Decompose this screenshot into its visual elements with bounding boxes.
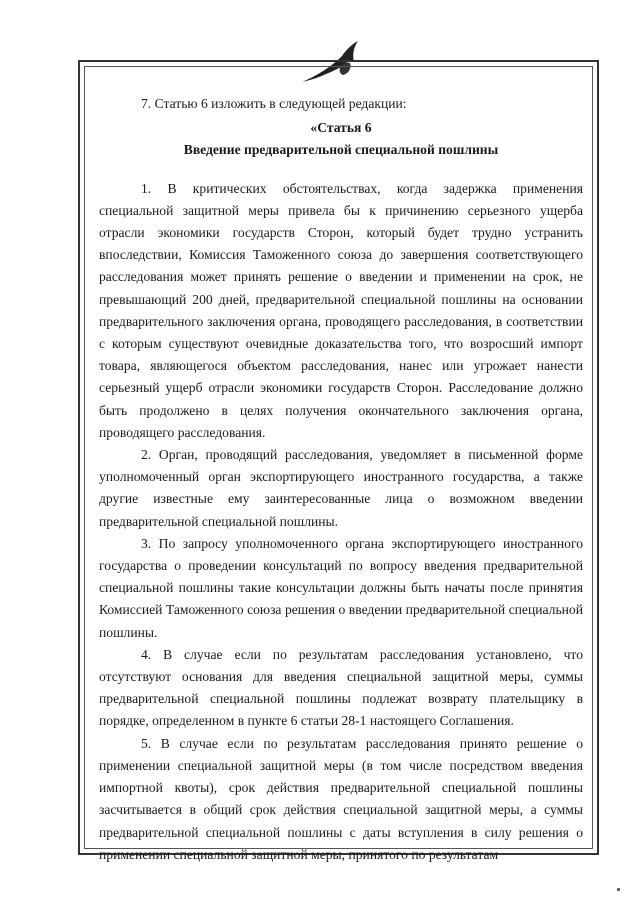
paragraph-2: 2. Орган, проводящий расследования, уведомляет в письменной форме уполномоченный орган экспортирующего иностранного государства, а также другие известные ему заинтересованные лица о возможном введении предварительной специальной пошлины. <box>99 447 583 529</box>
paragraph-1: 1. В критических обстоятельствах, когда задержка применения специальной защитной меры привела бы к причинению серьезного ущерба отрасли экономики государств Сторон, который будет трудно устранить впоследствии, Комиссия Таможенного союза до завершения соответствующего расследования может принять решение о введении и применении на срок, не превышающий 200 дней, предварительной специальной пошлины на основании предварительного заключения органа, проводящего расследования, в соответствии с которым существуют очевидные доказательства того, что возросший импорт товара, являющегося объектом расследования, нанес или угрожает нанести серьезный ущерб отрасли экономики государств Сторон. Расследование должно быть продолжено в целях получения окончательного заключения органа, проводящего расследования. <box>99 180 583 440</box>
article-title: «Статья 6 <box>310 120 372 136</box>
scan-mark <box>617 888 620 891</box>
paragraph-5: 5. В случае если по результатам расследования принято решение о применении специальной защитной меры (в том числе посредством введения импортной квоты), срок действия предварительной специальной пошлины засчитывается в общий срок действия специальной защитной меры, а суммы предварительной специальной пошлины с даты вступления в силу решения о применении специальной защитной меры, принятого по результатам <box>99 735 583 862</box>
paragraph-3: 3. По запросу уполномоченного органа экспортирующего иностранного государства о проведении консультаций по вопросу введения предварительной специальной пошлины такие консультации должны быть начаты после принятия Комиссией Таможенного союза решения о введении предварительной специальной пошлины. <box>99 535 583 640</box>
document-body <box>99 93 583 866</box>
amendment-intro: 7. Статью 6 изложить в следующей редакции: <box>141 96 407 111</box>
paragraph-4: 4. В случае если по результатам расследования установлено, что отсутствуют основания для введения специальной защитной меры, суммы предварительной специальной пошлины подлежат возврату плательщику в порядке, определенном в пункте 6 статьи 28-1 настоящего Соглашения. <box>99 646 583 729</box>
article-subtitle: Введение предварительной специальной пошлины <box>183 142 499 158</box>
